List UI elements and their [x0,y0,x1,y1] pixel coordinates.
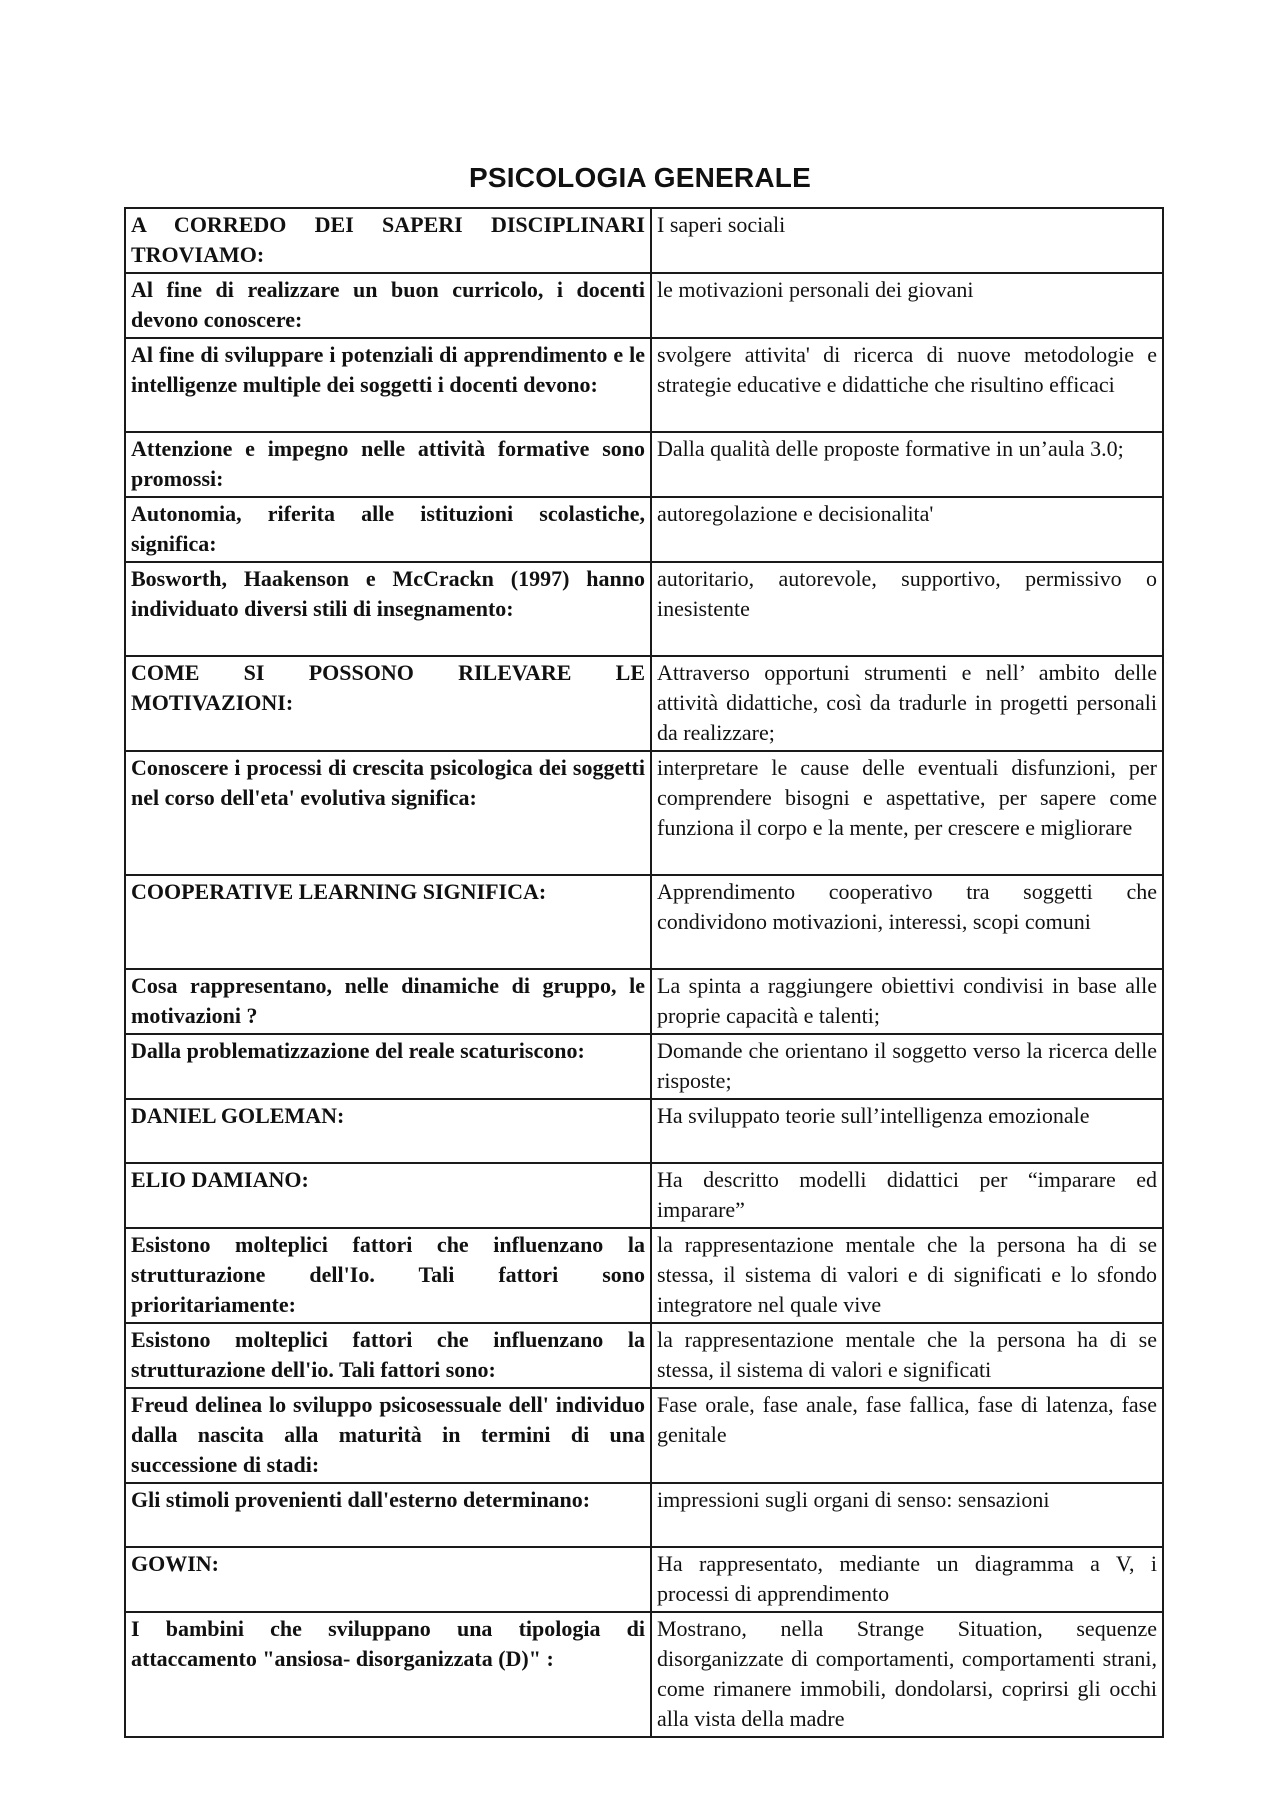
qa-table [124,207,1164,1738]
question-cell: Bosworth, Haakenson e McCrackn (1997) hanno individuato diversi stili di insegnamento: [125,562,651,656]
answer-cell: autoritario, autorevole, supportivo, permissivo o inesistente [651,562,1163,656]
table-row [125,1323,1163,1388]
question-cell: I bambini che sviluppano una tipologia di attaccamento "ansiosa- disorganizzata (D)" : [125,1612,651,1737]
answer-cell: autoregolazione e decisionalita' [651,497,1163,562]
answer-cell: Mostrano, nella Strange Situation, sequenze disorganizzate di comportamenti, comportamenti strani, come rimanere immobili, dondolarsi, coprirsi gli occhi alla vista della madre [651,1612,1163,1737]
question-cell: Cosa rappresentano, nelle dinamiche di gruppo, le motivazioni ? [125,969,651,1034]
answer-cell: Domande che orientano il soggetto verso la ricerca delle risposte; [651,1034,1163,1099]
question-cell: DANIEL GOLEMAN: [125,1099,651,1163]
answer-cell: Ha rappresentato, mediante un diagramma a V, i processi di apprendimento [651,1547,1163,1612]
table-row [125,1483,1163,1547]
table-row [125,1228,1163,1323]
answer-cell: Attraverso opportuni strumenti e nell’ ambito delle attività didattiche, così da tradurle in progetti personali da realizzare; [651,656,1163,751]
question-cell: Conoscere i processi di crescita psicologica dei soggetti nel corso dell'eta' evolutiva significa: [125,751,651,875]
page-title: PSICOLOGIA GENERALE [469,162,811,193]
table-row [125,751,1163,875]
answer-cell: la rappresentazione mentale che la persona ha di se stessa, il sistema di valori e significati [651,1323,1163,1388]
question-cell: COME SI POSSONO RILEVARE LE MOTIVAZIONI: [125,656,651,751]
question-cell: ELIO DAMIANO: [125,1163,651,1228]
table-row [125,1612,1163,1737]
answer-cell: Ha descritto modelli didattici per “imparare ed imparare” [651,1163,1163,1228]
answer-cell: I saperi sociali [651,208,1163,273]
table-row [125,273,1163,338]
answer-cell: la rappresentazione mentale che la persona ha di se stessa, il sistema di valori e di significati e lo sfondo integratore nel quale vive [651,1228,1163,1323]
answer-cell: Fase orale, fase anale, fase fallica, fase di latenza, fase genitale [651,1388,1163,1483]
table-row [125,656,1163,751]
question-cell: Gli stimoli provenienti dall'esterno determinano: [125,1483,651,1547]
answer-cell: interpretare le cause delle eventuali disfunzioni, per comprendere bisogni e aspettative, per sapere come funziona il corpo e la mente, per crescere e migliorare [651,751,1163,875]
table-row [125,208,1163,273]
table-row [125,338,1163,432]
answer-cell: impressioni sugli organi di senso: sensazioni [651,1483,1163,1547]
answer-cell: La spinta a raggiungere obiettivi condivisi in base alle proprie capacità e talenti; [651,969,1163,1034]
table-row [125,1388,1163,1483]
answer-cell: Dalla qualità delle proposte formative in un’aula 3.0; [651,432,1163,497]
answer-cell: Apprendimento cooperativo tra soggetti che condividono motivazioni, interessi, scopi comuni [651,875,1163,969]
question-cell: GOWIN: [125,1547,651,1612]
table-row [125,1163,1163,1228]
answer-cell: svolgere attivita' di ricerca di nuove metodologie e strategie educative e didattiche che risultino efficaci [651,338,1163,432]
question-cell: Al fine di sviluppare i potenziali di apprendimento e le intelligenze multiple dei soggetti i docenti devono: [125,338,651,432]
question-cell: Al fine di realizzare un buon curricolo, i docenti devono conoscere: [125,273,651,338]
question-cell: A CORREDO DEI SAPERI DISCIPLINARI TROVIAMO: [125,208,651,273]
question-cell: Freud delinea lo sviluppo psicosessuale dell' individuo dalla nascita alla maturità in termini di una successione di stadi: [125,1388,651,1483]
answer-cell: Ha sviluppato teorie sull’intelligenza emozionale [651,1099,1163,1163]
table-row [125,875,1163,969]
question-cell: Autonomia, riferita alle istituzioni scolastiche, significa: [125,497,651,562]
question-cell: Esistono molteplici fattori che influenzano la strutturazione dell'Io. Tali fattori sono prioritariamente: [125,1228,651,1323]
question-cell: Attenzione e impegno nelle attività formative sono promossi: [125,432,651,497]
question-cell: COOPERATIVE LEARNING SIGNIFICA: [125,875,651,969]
table-row [125,969,1163,1034]
question-cell: Dalla problematizzazione del reale scaturiscono: [125,1034,651,1099]
answer-cell: le motivazioni personali dei giovani [651,273,1163,338]
question-cell: Esistono molteplici fattori che influenzano la strutturazione dell'io. Tali fattori sono: [125,1323,651,1388]
table-row [125,1099,1163,1163]
table-row [125,562,1163,656]
table-row [125,1547,1163,1612]
table-row [125,432,1163,497]
table-row [125,497,1163,562]
table-row [125,1034,1163,1099]
